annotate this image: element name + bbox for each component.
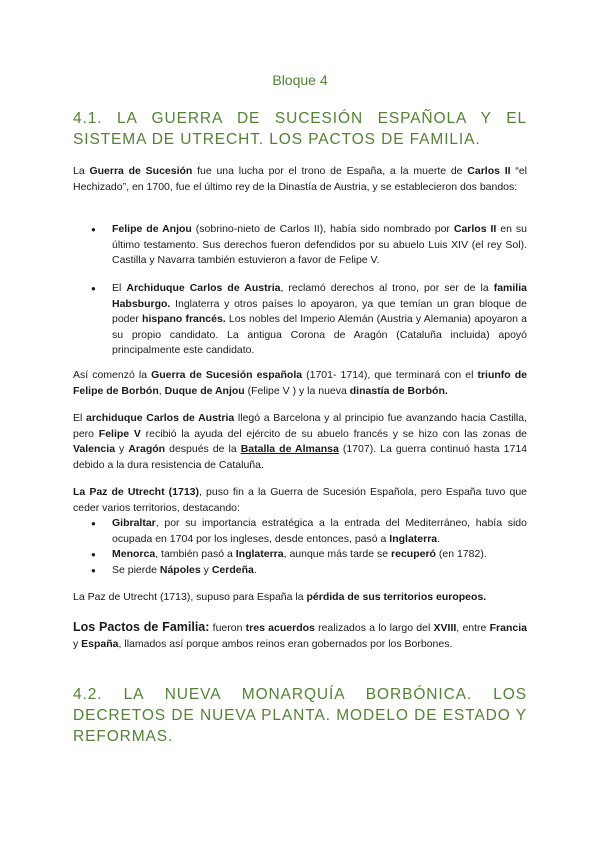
list-item: ● Menorca, también pasó a Inglaterra, aunque más tarde se recuperó (en 1782). <box>91 547 527 563</box>
list-item: ● Felipe de Anjou (sobrino-nieto de Carlos II), había sido nombrado por Carlos II en su último testamento. Sus derechos fueron defendidos por su abuelo Luis XIV (el rey Sol). Castilla y Navarra también estuvieron a favor de Felipe V. <box>91 222 527 269</box>
perdida-paragraph: La Paz de Utrecht (1713), supuso para España la pérdida de sus territorios europeos. <box>73 591 487 603</box>
pactos-lead: Los Pactos de Familia: <box>73 620 210 634</box>
archiduque-paragraph: El archiduque Carlos de Austria llegó a Barcelona y al principio fue avanzando hacia Castilla, pero Felipe V recibió la ayuda del ejército de su abuelo francés y se hizo con las zonas de Valencia y Aragón después de la Batalla de Almansa (1707). La guerra continuó hasta 1714 debido a la dura resistencia de Cataluña. <box>73 412 527 471</box>
bandos-list-2 <box>91 281 527 359</box>
section-2-heading: 4.2. LA NUEVA MONARQUÍA BORBÓNICA. LOS DECRETOS DE NUEVA PLANTA. MODELO DE ESTADO Y REFORMAS. <box>73 686 527 745</box>
list-item: ● Gibraltar, por su importancia estratégica a la entrada del Mediterráneo, había sido ocupada en 1704 por los ingleses, desde entonces, pasó a Inglaterra. <box>91 516 527 547</box>
section-1-heading: 4.1. LA GUERRA DE SUCESIÓN ESPAÑOLA Y EL SISTEMA DE UTRECHT. LOS PACTOS DE FAMILIA. <box>73 110 527 148</box>
comienzo-paragraph: Así comenzó la Guerra de Sucesión española (1701- 1714), que terminará con el triunfo de Felipe de Borbón, Duque de Anjou (Felipe V ) y la nueva dinastía de Borbón. <box>73 369 528 397</box>
paz-paragraph: La Paz de Utrecht (1713), puso fin a la Guerra de Sucesión Española, pero España tuvo que ceder varios territorios, destacando: <box>73 486 527 514</box>
territorios-list <box>91 516 527 578</box>
list-item: ● Se pierde Nápoles y Cerdeña. <box>91 563 527 579</box>
batalla-almansa-link: Batalla de Almansa <box>240 443 339 455</box>
intro-paragraph: La Guerra de Sucesión fue una lucha por el trono de España, a la muerte de Carlos II “el Hechizado”, en 1700, fue el último rey de la Dinastía de Austria, y se establecieron dos bandos: <box>73 165 527 193</box>
pactos-paragraph: Los Pactos de Familia: fueron tres acuerdos realizados a lo largo del XVIII, entre Francia y España, llamados así porque ambos reinos eran gobernados por los Borbones. <box>73 620 527 650</box>
bandos-list <box>91 222 527 269</box>
list-item: ● El Archiduque Carlos de Austria, reclamó derechos al trono, por ser de la familia Habsburgo. Inglaterra y otros países lo apoyaron, ya que temían un gran bloque de poder hispano francés. Los nobles del Imperio Alemán (Austria y Alemania) apoyaron a su propio candidato. La antigua Corona de Aragón (Cataluña incluida) apoyó principalmente este candidato. <box>91 281 527 359</box>
block-title: Bloque 4 <box>272 72 328 88</box>
